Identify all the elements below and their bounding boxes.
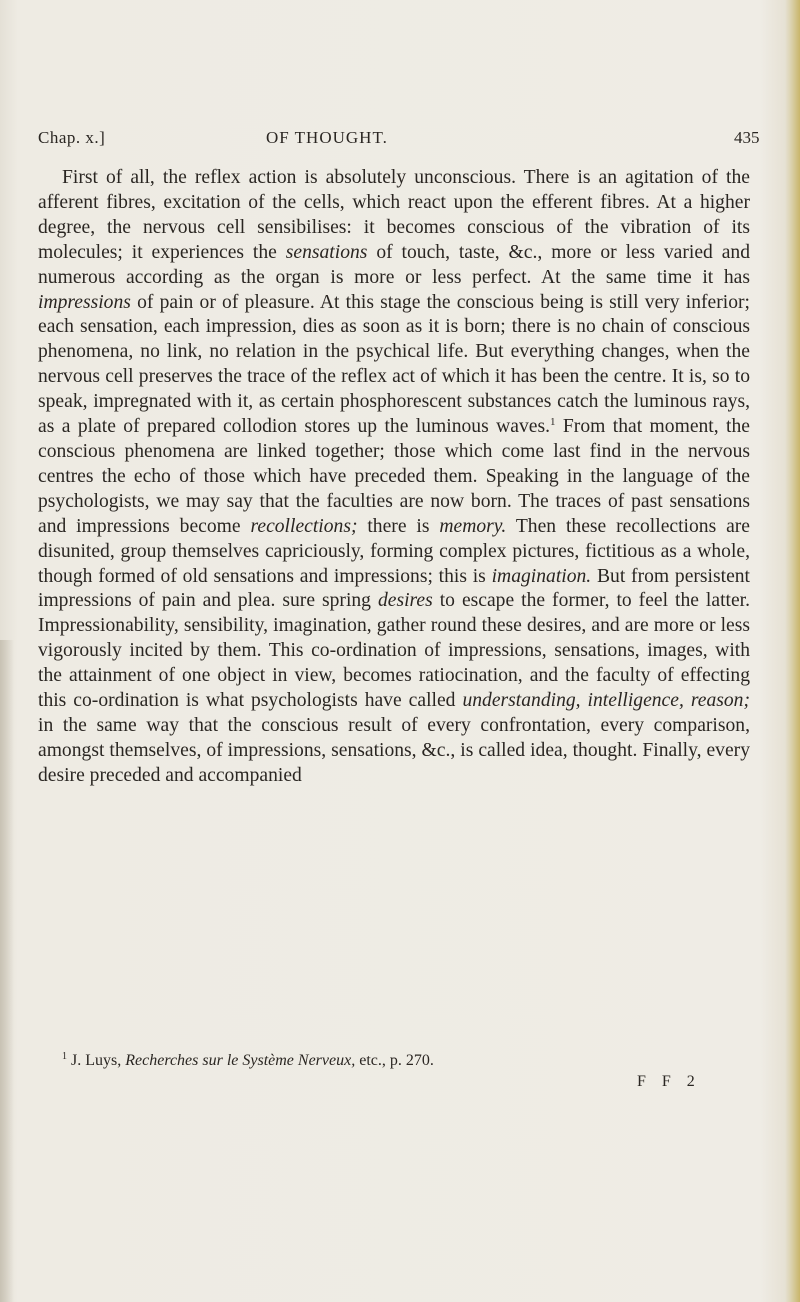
italic-term: memory.: [439, 515, 507, 537]
text-run: of pain or of pleasure. At this stage the conscious being is still very inferior; each sensation, each impression, dies as soon as it is born; there is no chain of conscious phenomena, no link, no relation in the psychical life. But everything changes, when the nervous cell preserves the trace of the reflex act of which it has been the centre. It is, so to speak, impregnated with it, as certain phosphorescent substances catch the luminous rays, as a plate of prepared collodion stores up the luminous waves.: [38, 291, 750, 438]
text-run: there is: [357, 515, 440, 537]
footnote: [62, 1051, 752, 1071]
running-header: [0, 128, 800, 154]
running-title: OF THOUGHT.: [266, 128, 388, 147]
footnote-marker: 1: [62, 1051, 67, 1062]
italic-term: impressions: [38, 291, 131, 313]
footnote-author: J. Luys,: [71, 1052, 126, 1069]
italic-term: understanding, intelligence, reason;: [462, 690, 750, 712]
footnote-title: Recherches sur le Système Nerveux,: [125, 1052, 356, 1069]
text-run: First of all, the reflex action is absolutely unconscious. There is an agitation of the afferent fibres, excitation of the cells, which react upon the efferent fibres. At a higher degree, the nervous cell sensibilises: it becomes conscious of the vibration of its molecules; it experiences the: [38, 167, 750, 263]
text-run: Then these recollections are disunited, group themselves capriciously, forming complex pictures, fictitious as a whole, though formed of old sensations and impressions; this is: [38, 515, 750, 587]
paragraph: [38, 166, 750, 789]
italic-term: recollections;: [250, 515, 358, 537]
chapter-label: Chap. x.]: [38, 128, 106, 147]
body-text: [38, 166, 750, 789]
footnote-reference: 1: [550, 416, 556, 429]
text-run: of touch, taste, &c., more or less varied and numerous according as the organ is more or less perfect. At the same time it has: [38, 241, 750, 288]
text-run: But from persistent impressions of pain and plea. sure spring: [38, 565, 751, 612]
text-run: in the same way that the conscious result of every confrontation, every comparison, amongst themselves, of impressions, sensations, &c., is called idea, thought. Finally, every desire preceded and accompanied: [38, 714, 750, 786]
page-edge-shadow: [0, 640, 14, 1302]
italic-term: sensations: [285, 241, 368, 263]
text-run: From that moment, the conscious phenomena are linked together; those which come last find in the nervous centres the echo of those which have preceded them. Speaking in the language of the psychologists, we may say that the faculties are now born. The traces of past sensations and impressions become: [38, 416, 750, 537]
signature-mark: F F 2: [637, 1073, 701, 1090]
text-run: to escape the former, to feel the latter. Impressionability, sensibility, imagination, gather round these desires, and are more or less vigorously incited by them. This co-ordination of impressions, sensations, images, with the attainment of one object in view, becomes ratiocination, and the faculty of effecting this co-ordination is what psychologists have called: [38, 590, 750, 712]
page-number: 435: [734, 128, 760, 147]
footnote-citation: etc., p. 270.: [355, 1052, 434, 1069]
italic-term: imagination.: [491, 565, 592, 587]
italic-term: desires: [377, 590, 433, 612]
